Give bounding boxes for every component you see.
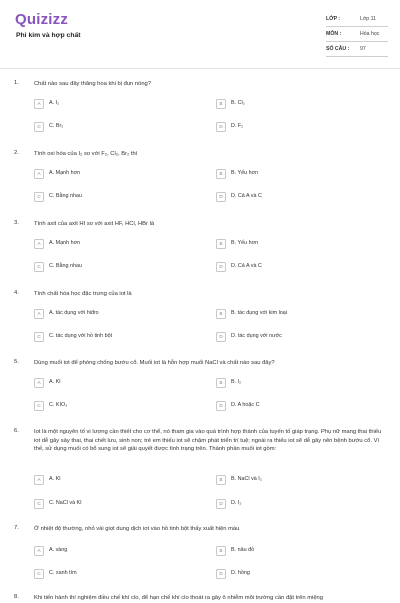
option-letter-badge: D xyxy=(216,569,226,579)
question-number: 1. xyxy=(14,80,19,86)
option-letter-badge: D xyxy=(216,192,226,202)
question-number: 2. xyxy=(14,150,19,156)
option-text: B. I₂ xyxy=(231,379,242,385)
option-text: B. Yếu hơn xyxy=(231,240,259,246)
option-text: B. Yếu hơn xyxy=(231,170,259,176)
meta-label: LỚP : xyxy=(326,16,341,22)
question-number: 4. xyxy=(14,290,19,296)
question-number: 7. xyxy=(14,525,19,531)
option-text: D. hồng xyxy=(231,570,250,576)
option-text: D. I₂ xyxy=(231,500,242,506)
question-number: 8. xyxy=(14,594,19,600)
meta-divider xyxy=(326,56,388,57)
option-text: A. I₂ xyxy=(49,100,60,106)
meta-divider xyxy=(326,26,388,27)
question-text: Khi tiến hành thí nghiệm điều chế khí clo, để hạn chế khí clo thoát ra gây ô nhiễm môi trường cần đặt trên miệng xyxy=(34,595,324,601)
option-text: B. NaCl và I₂ xyxy=(231,476,262,482)
question-text: Dùng muối iot để phòng chống bướu cổ. Muối iot là hỗn hợp muối NaCl và chất nào sau đây? xyxy=(34,360,275,366)
option-letter-badge: D xyxy=(216,332,226,342)
header-divider xyxy=(0,68,400,69)
option-letter-badge: C xyxy=(34,122,44,132)
meta-value: Hóa học xyxy=(360,31,380,37)
option-letter-badge: A xyxy=(34,546,44,556)
header xyxy=(0,0,400,66)
option-text: D. A hoặc C xyxy=(231,402,260,408)
option-letter-badge: B xyxy=(216,475,226,485)
question-number: 6. xyxy=(14,428,19,434)
option-letter-badge: D xyxy=(216,122,226,132)
option-text: D. Cả A và C xyxy=(231,193,262,199)
option-text: D. tác dụng với nước xyxy=(231,333,282,339)
option-text: D. F₂ xyxy=(231,123,244,129)
question-number: 5. xyxy=(14,359,19,365)
option-text: A. KI xyxy=(49,476,61,482)
option-letter-badge: B xyxy=(216,378,226,388)
question-text: Tính chất hóa học đặc trưng của iot là xyxy=(34,291,132,297)
option-letter-badge: A xyxy=(34,239,44,249)
option-text: B. Cl₂ xyxy=(231,100,245,106)
option-text: A. KI xyxy=(49,379,61,385)
question-number: 3. xyxy=(14,220,19,226)
option-letter-badge: A xyxy=(34,169,44,179)
option-text: C. Bằng nhau xyxy=(49,193,82,199)
meta-value: 97 xyxy=(360,46,366,52)
question-text: Ở nhiệt độ thường, nhỏ vài giọt dung dịch iot vào hồ tinh bột thấy xuất hiện màu xyxy=(34,526,240,532)
option-letter-badge: C xyxy=(34,499,44,509)
option-letter-badge: C xyxy=(34,401,44,411)
quizizz-logo[interactable]: Quizizz xyxy=(15,11,69,28)
question-text: Iot là một nguyên tố vi lượng cần thiết cho cơ thể, nó tham gia vào quá trình hợp thành của tuyến tố giáp trạng. Phụ nữ mang thai thiếu iot dễ gây sảy thai, thai chết lưu, sinh non; trẻ em thiếu iot sẽ chậm phát triển trí tuệ; ngoài ra thiếu iot sẽ dễ gây nên bệnh bướu cổ. Vì thế, sử dụng muối có bổ sung iot sẽ giải quyết được tình trạng trên. Thành phần muối iot gồm: xyxy=(34,429,382,453)
option-letter-badge: C xyxy=(34,262,44,272)
option-letter-badge: D xyxy=(216,499,226,509)
page-title: Phi kim và hợp chất xyxy=(16,32,81,39)
meta-label: MÔN : xyxy=(326,31,342,37)
option-letter-badge: C xyxy=(34,192,44,202)
option-letter-badge: A xyxy=(34,378,44,388)
option-text: C. Bằng nhau xyxy=(49,263,82,269)
option-text: A. Mạnh hơn xyxy=(49,240,81,246)
question-text: Chất nào sau đây thăng hoa khi bị đun nóng? xyxy=(34,81,151,87)
option-letter-badge: A xyxy=(34,475,44,485)
option-text: C. xanh tím xyxy=(49,570,77,576)
option-text: C. KIO₃ xyxy=(49,402,68,408)
question-text: Tính oxi hóa của I₂ so với F₂, Cl₂, Br₂ thì xyxy=(34,151,138,157)
option-letter-badge: B xyxy=(216,239,226,249)
option-letter-badge: A xyxy=(34,99,44,109)
option-text: C. NaCl và KI xyxy=(49,500,82,506)
option-text: B. tác dụng với kim loại xyxy=(231,310,287,316)
option-letter-badge: B xyxy=(216,99,226,109)
option-text: D. Cả A và C xyxy=(231,263,262,269)
meta-value: Lớp 11 xyxy=(360,16,376,22)
meta-divider xyxy=(326,41,388,42)
option-text: C. Br₂ xyxy=(49,123,64,129)
option-letter-badge: B xyxy=(216,169,226,179)
question-text: Tính axit của axit HI so với axit HF, HCl, HBr là xyxy=(34,221,155,227)
option-letter-badge: B xyxy=(216,309,226,319)
option-letter-badge: C xyxy=(34,569,44,579)
option-letter-badge: C xyxy=(34,332,44,342)
meta-label: SỐ CÂU : xyxy=(326,46,350,52)
option-text: B. nâu đỏ xyxy=(231,547,255,553)
option-letter-badge: B xyxy=(216,546,226,556)
option-letter-badge: D xyxy=(216,262,226,272)
option-text: A. vàng xyxy=(49,547,68,553)
option-letter-badge: D xyxy=(216,401,226,411)
option-text: C. tác dụng với hồ tinh bột xyxy=(49,333,113,339)
option-text: A. Mạnh hơn xyxy=(49,170,81,176)
option-text: A. tác dụng với hiđro xyxy=(49,310,99,316)
option-letter-badge: A xyxy=(34,309,44,319)
